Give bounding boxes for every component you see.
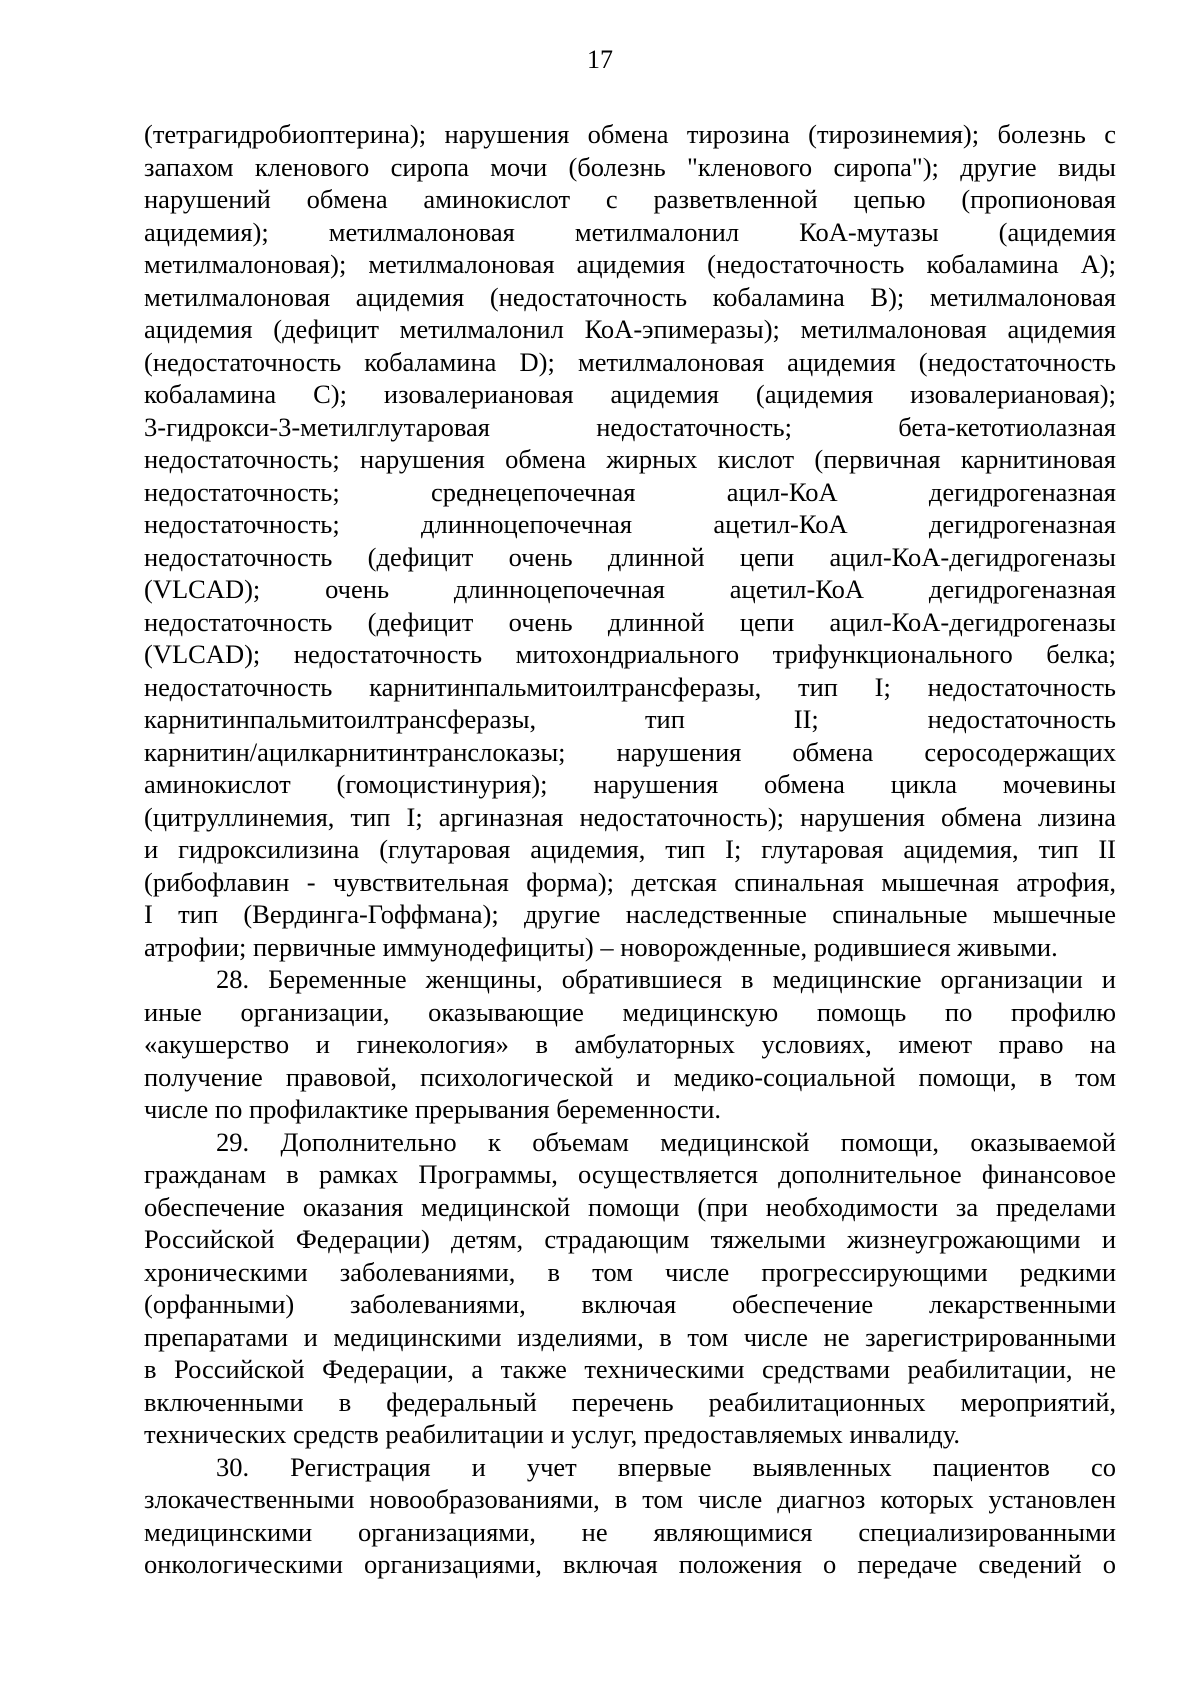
text-line: технических средств реабилитации и услуг, предоставляемых инвалиду. [144, 1419, 960, 1449]
text-line: обеспечение оказания медицинской помощи (при необходимости за пределами [144, 1191, 1116, 1222]
text-line: ацидемия); метилмалоновая метилмалонил КоА-мутазы (ацидемия [144, 216, 1116, 247]
text-line: ацидемия (дефицит метилмалонил КоА-эпимеразы); метилмалоновая ацидемия [144, 314, 1116, 344]
text-line: иные организации, оказывающие медицинскую помощь по профилю [144, 996, 1116, 1027]
text-line: недостаточность (дефицит очень длинной цепи ацил-КоА-дегидрогеназы [144, 606, 1116, 637]
text-line: «акушерство и гинекология» в амбулаторных условиях, имеют право на [144, 1029, 1116, 1059]
document-body [144, 118, 1116, 1581]
text-line: метилмалоновая); метилмалоновая ацидемия (недостаточность кобаламина A); [144, 249, 1116, 279]
text-line: и гидроксилизина (глутаровая ацидемия, тип I; глутаровая ацидемия, тип II [144, 834, 1116, 864]
text-line: 3-гидрокси-3-метилглутаровая недостаточность; бета-кетотиолазная [144, 411, 1116, 442]
text-line: 29. Дополнительно к объемам медицинской помощи, оказываемой [216, 1126, 1116, 1157]
text-line: включенными в федеральный перечень реабилитационных мероприятий, [144, 1386, 1116, 1417]
text-line: недостаточность; среднецепочечная ацил-КоА дегидрогеназная [144, 476, 1116, 507]
text-line: атрофии; первичные иммунодефициты) – новорожденные, родившиеся живыми. [144, 931, 1058, 962]
text-line: (тетрагидробиоптерина); нарушения обмена тирозина (тирозинемия); болезнь с [144, 119, 1116, 149]
text-line: недостаточность карнитинпальмитоилтрансферазы, тип I; недостаточность [144, 671, 1116, 702]
text-line: (рибофлавин - чувствительная форма); детская спинальная мышечная атрофия, [144, 866, 1116, 897]
text-line: 28. Беременные женщины, обратившиеся в медицинские организации и [216, 964, 1116, 994]
text-line: числе по профилактике прерывания беременности. [144, 1094, 722, 1124]
text-line: (недостаточность кобаламина D); метилмалоновая ацидемия (недостаточность [144, 346, 1116, 377]
text-line: аминокислот (гомоцистинурия); нарушения обмена цикла мочевины [144, 769, 1116, 799]
text-line: злокачественными новообразованиями, в том числе диагноз которых установлен [144, 1484, 1116, 1514]
text-line: недостаточность; длинноцепочечная ацетил-КоА дегидрогеназная [144, 509, 1116, 539]
text-line: (VLCAD); недостаточность митохондриального трифункционального белка; [144, 639, 1116, 669]
text-line: запахом кленового сиропа мочи (болезнь "кленового сиропа"); другие виды [144, 151, 1116, 182]
text-line: получение правовой, психологической и медико-социальной помощи, в том [144, 1061, 1116, 1092]
text-line: карнитин/ацилкарнитинтранслоказы; нарушения обмена серосодержащих [144, 736, 1116, 767]
text-line: недостаточность; нарушения обмена жирных кислот (первичная карнитиновая [144, 444, 1116, 474]
text-line: онкологическими организациями, включая положения о передаче сведений о [144, 1549, 1116, 1579]
text-line: Российской Федерации) детям, страдающим тяжелыми жизнеугрожающими и [144, 1224, 1116, 1254]
text-line: недостаточность (дефицит очень длинной цепи ацил-КоА-дегидрогеназы [144, 541, 1116, 572]
text-line: препаратами и медицинскими изделиями, в том числе не зарегистрированными [144, 1321, 1116, 1352]
text-line: (VLCAD); очень длинноцепочечная ацетил-КоА дегидрогеназная [144, 574, 1116, 604]
text-line: 30. Регистрация и учет впервые выявленных пациентов со [216, 1451, 1116, 1482]
text-line: (орфанными) заболеваниями, включая обеспечение лекарственными [144, 1289, 1116, 1319]
text-line: медицинскими организациями, не являющимися специализированными [144, 1516, 1116, 1547]
text-line: метилмалоновая ацидемия (недостаточность кобаламина B); метилмалоновая [144, 281, 1116, 312]
text-line: I тип (Вердинга-Гоффмана); другие наследственные спинальные мышечные [144, 899, 1116, 929]
text-line: (цитруллинемия, тип I; аргиназная недостаточность); нарушения обмена лизина [144, 801, 1116, 832]
text-line: кобаламина C); изовалериановая ацидемия (ацидемия изовалериановая); [144, 379, 1116, 409]
text-line: гражданам в рамках Программы, осуществляется дополнительное финансовое [144, 1159, 1116, 1189]
page-number: 17 [587, 45, 613, 74]
text-line: в Российской Федерации, а также техническими средствами реабилитации, не [144, 1354, 1116, 1384]
text-line: хроническими заболеваниями, в том числе прогрессирующими редкими [144, 1256, 1116, 1287]
text-line: карнитинпальмитоилтрансферазы, тип II; недостаточность [144, 704, 1116, 734]
text-line: нарушений обмена аминокислот с разветвленной цепью (пропионовая [144, 184, 1116, 214]
